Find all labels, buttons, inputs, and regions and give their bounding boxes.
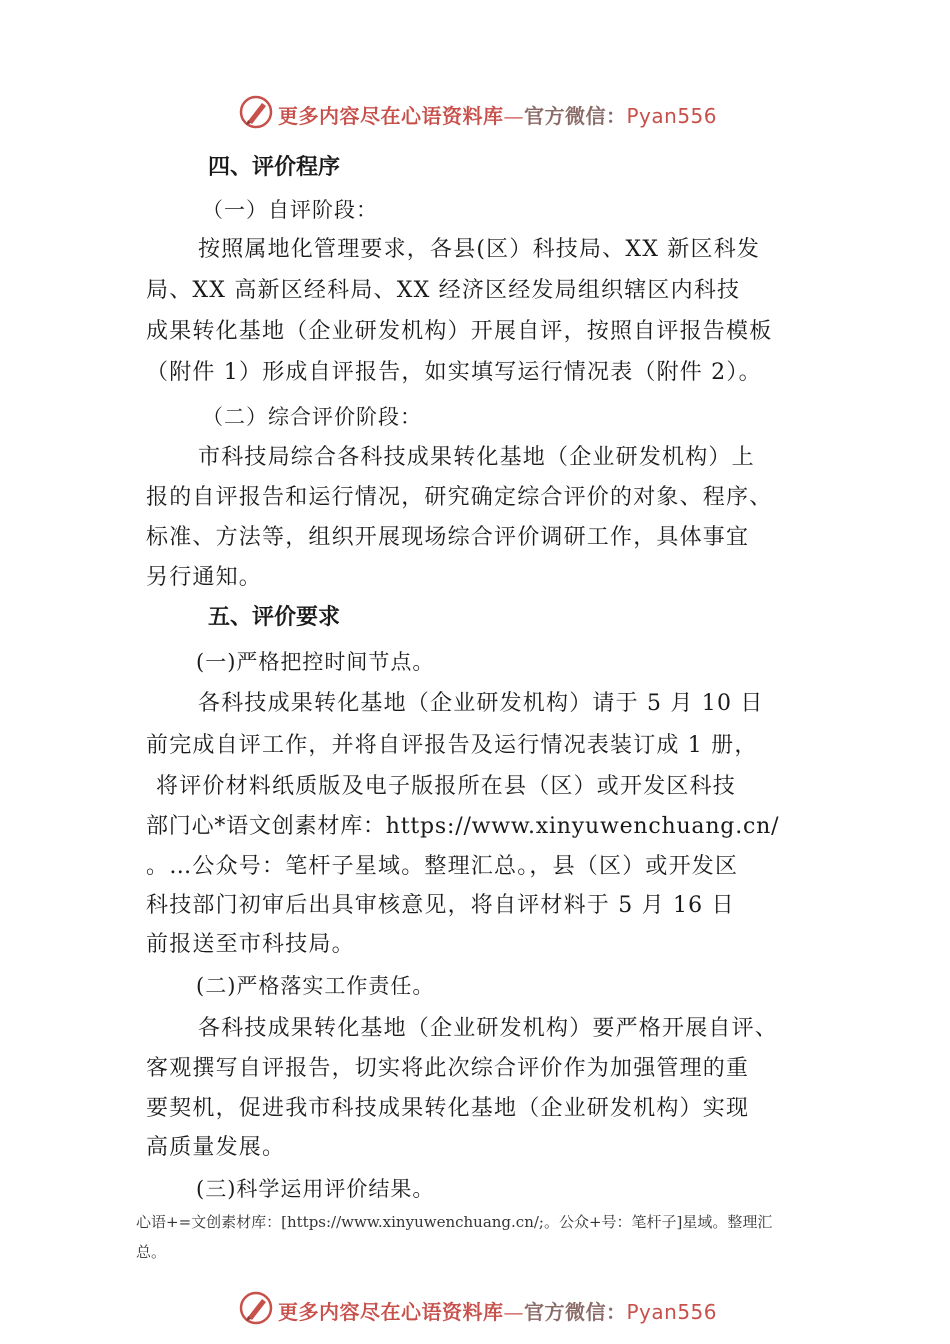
watermark-banner-top	[0, 92, 950, 132]
paragraph-line: 要契机，促进我市科技成果转化基地（企业研发机构）实现	[146, 1096, 750, 1121]
section-4-title: 四、评价程序	[208, 155, 341, 180]
paragraph-line: 局、XX 高新区经科局、XX 经济区经发局组织辖区内科技	[146, 278, 741, 303]
watermark-banner-bottom	[0, 1288, 950, 1328]
section-5-2-title: (二)严格落实工作责任。	[196, 974, 435, 998]
pen-logo-icon	[238, 1290, 274, 1326]
paragraph-line: 科技部门初审后出具审核意见，将自评材料于 5 月 16 日	[146, 893, 735, 918]
banner-grey-text: 官方微信：	[524, 104, 627, 128]
section-4-2-title: （二）综合评价阶段：	[202, 405, 422, 429]
paragraph-line: 报的自评报告和运行情况，研究确定综合评价的对象、程序、	[146, 485, 773, 510]
footnote-line-2: 总。	[136, 1243, 167, 1261]
paragraph-line: 成果转化基地（企业研发机构）开展自评，按照自评报告模板	[146, 319, 773, 344]
banner-red-text: 更多内容尽在心语资料库	[278, 104, 504, 128]
section-5-1-title: (一)严格把控时间节点。	[196, 650, 435, 674]
banner-wechat-id: Pyan556	[626, 1300, 718, 1324]
paragraph-line: 高质量发展。	[146, 1135, 286, 1160]
paragraph-line: 前完成自评工作，并将自评报告及运行情况表装订成 1 册，	[146, 733, 758, 758]
pen-logo-icon	[238, 94, 274, 130]
banner-dash: —	[503, 104, 524, 128]
paragraph-line: 市科技局综合各科技成果转化基地（企业研发机构）上	[198, 445, 755, 470]
banner-dash: —	[503, 1300, 524, 1324]
paragraph-line: 标准、方法等，组织开展现场综合评价调研工作，具体事宜	[146, 525, 750, 550]
banner-wechat-id: Pyan556	[626, 104, 718, 128]
footnote-line-1: 心语+=文创素材库：[https://www.xinyuwenchuang.cn/;。公众+号：笔杆子]星域。整理汇	[136, 1213, 773, 1231]
paragraph-line: 将评价材料纸质版及电子版报所在县（区）或开发区科技	[156, 774, 737, 799]
section-4-1-title: （一）自评阶段：	[202, 198, 378, 222]
section-5-title: 五、评价要求	[208, 605, 341, 630]
paragraph-line: 按照属地化管理要求，各县(区）科技局、XX 新区科发	[198, 237, 761, 262]
banner-red-text: 更多内容尽在心语资料库	[278, 1300, 504, 1324]
paragraph-line: 各科技成果转化基地（企业研发机构）要严格开展自评、	[198, 1016, 779, 1041]
banner-text	[278, 1296, 717, 1325]
paragraph-line: 。…公众号：笔杆子星域。整理汇总。，县（区）或开发区	[146, 854, 739, 879]
paragraph-line: 部门心*语文创素材库：https://www.xinyuwenchuang.cn/	[146, 814, 780, 839]
paragraph-line: 客观撰写自评报告，切实将此次综合评价作为加强管理的重	[146, 1056, 750, 1081]
paragraph-line: 各科技成果转化基地（企业研发机构）请于 5 月 10 日	[198, 691, 764, 716]
banner-grey-text: 官方微信：	[524, 1300, 627, 1324]
paragraph-line: 另行通知。	[146, 565, 263, 590]
banner-text	[278, 100, 717, 129]
section-5-3-title: (三)科学运用评价结果。	[196, 1177, 435, 1201]
paragraph-line: （附件 1）形成自评报告，如实填写运行情况表（附件 2）。	[146, 360, 762, 385]
paragraph-line: 前报送至市科技局。	[146, 932, 355, 957]
